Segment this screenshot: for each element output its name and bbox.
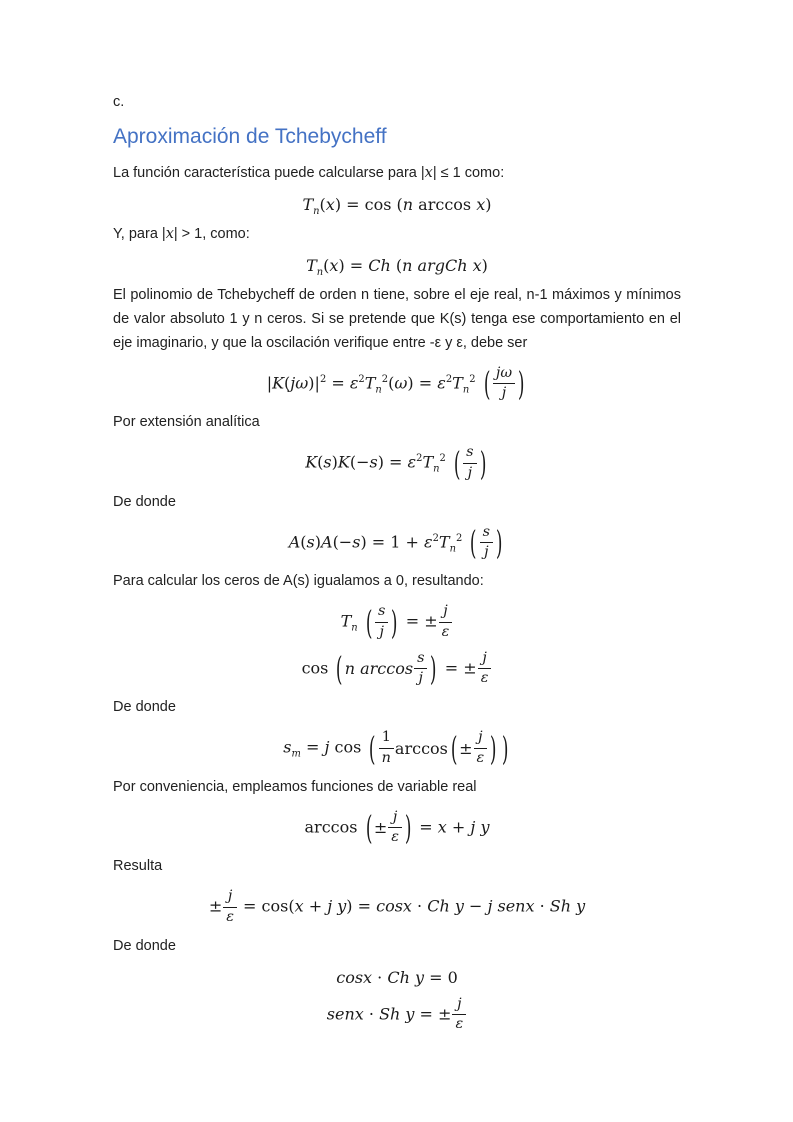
paragraph-convenience-real-variable <box>113 776 681 800</box>
fraction-numerator <box>478 650 492 669</box>
paren-group <box>364 809 414 847</box>
math-variable: T <box>364 373 376 393</box>
text-run: − <box>463 896 488 916</box>
fraction-numerator <box>493 365 515 384</box>
math-variable: s <box>283 737 292 757</box>
text-run: + <box>446 817 471 837</box>
math-variable: Sh y <box>379 1004 415 1024</box>
equation-k-jw-magnitude-squared <box>113 365 681 403</box>
subscript: n <box>351 622 358 634</box>
fraction <box>414 650 427 688</box>
paren-group <box>482 365 527 403</box>
text-run: ) <box>331 452 338 472</box>
text-run: | ≤ 1 como: <box>432 165 505 182</box>
paragraph-polynomial-properties <box>113 284 681 356</box>
fraction <box>493 365 515 403</box>
math-variable: n <box>402 195 414 215</box>
formula-content <box>305 444 489 482</box>
math-variable: j <box>324 737 330 757</box>
list-marker-c <box>113 91 681 115</box>
text-run: ± <box>459 738 473 758</box>
fraction-numerator <box>439 603 453 622</box>
math-variable: ω <box>394 373 408 393</box>
text-run: = cos( <box>237 896 295 916</box>
math-variable: s <box>306 532 315 552</box>
paragraph-for-x-greater-1 <box>113 223 681 247</box>
math-variable: s <box>466 444 474 461</box>
paren-group <box>334 650 438 688</box>
text-run: Para calcular los ceros de A(s) igualamos a 0, resultando: <box>113 573 484 590</box>
text-run: · <box>363 1004 380 1024</box>
text-run: (− <box>332 532 353 552</box>
text-run: cos <box>329 737 367 757</box>
text-run: Aproximación de Tchebycheff <box>113 124 387 148</box>
formula-content <box>283 729 511 767</box>
fraction-denominator <box>463 464 476 482</box>
equation-pm-cos-expansion <box>113 888 681 926</box>
open-paren-glyph: ( <box>483 364 491 404</box>
close-paren-glyph: ) <box>495 523 503 563</box>
math-variable: j <box>392 808 398 825</box>
fraction-denominator <box>480 543 493 561</box>
fraction-denominator <box>375 623 388 641</box>
text-run: | <box>266 373 273 393</box>
text-run: = <box>414 817 438 837</box>
close-paren-glyph: ) <box>391 602 398 642</box>
paragraph-resulta <box>113 855 681 879</box>
math-variable: n arccos <box>344 659 414 679</box>
math-variable: s <box>378 603 386 620</box>
math-variable: T <box>306 256 317 276</box>
close-paren-glyph: ) <box>501 728 508 768</box>
equation-tn-sj-pm <box>113 603 681 641</box>
subscript: n <box>462 384 470 396</box>
text-run: + <box>303 896 328 916</box>
text-run: )| <box>308 373 320 393</box>
fraction-denominator <box>439 623 453 641</box>
subscript: m <box>291 748 301 760</box>
text-run: Por conveniencia, empleamos funciones de variable real <box>113 778 477 795</box>
fraction <box>480 524 493 562</box>
math-variable: K <box>337 452 350 472</box>
fraction <box>474 729 488 767</box>
superscript: 2 <box>469 373 476 385</box>
fraction-denominator <box>414 669 427 687</box>
superscript: 2 <box>455 532 463 544</box>
open-paren-glyph: ( <box>450 728 458 768</box>
math-variable: x <box>424 165 433 182</box>
math-variable: A <box>288 532 301 552</box>
math-variable: T <box>452 373 463 393</box>
math-variable: senx <box>326 1004 364 1024</box>
close-paren-glyph: ) <box>404 808 412 848</box>
text-run: ) <box>314 532 321 552</box>
math-variable: T <box>438 532 450 552</box>
equation-ks-k-minus-s <box>113 444 681 482</box>
equation-arccos-x-jy <box>113 809 681 847</box>
paragraph-characteristic-function <box>113 162 681 186</box>
fraction <box>223 888 237 926</box>
text-run: ( <box>319 195 326 215</box>
formula-content <box>289 524 506 562</box>
fraction-denominator <box>223 908 237 926</box>
paren-content <box>374 603 389 641</box>
fraction-denominator <box>452 1015 466 1033</box>
math-variable: s <box>482 523 491 540</box>
math-variable: ε <box>424 532 433 552</box>
open-paren-glyph: ( <box>336 649 343 689</box>
text-run: ) = <box>338 256 369 276</box>
math-variable: cosx <box>336 967 373 987</box>
math-variable: Sh y <box>549 896 586 916</box>
math-variable: j y <box>470 817 490 837</box>
text-run: Por extensión analítica <box>113 414 260 431</box>
math-variable: x <box>476 195 486 215</box>
text-run: · <box>372 967 388 987</box>
math-variable: jω <box>290 373 309 393</box>
text-run: = <box>326 373 350 393</box>
text-run: El polinomio de Tchebycheff de orden n tiene, sobre el eje real, n-1 máximos y mínimos de valor absoluto 1 y n ceros. Si se pretende que K(s) tenga ese comportamiento en el eje imaginario, y que la oscilación verifique entre -ε y ε, debe ser <box>113 287 681 351</box>
fraction-denominator <box>379 749 394 767</box>
text-run: ) = <box>377 452 408 472</box>
paren-content <box>459 729 488 767</box>
math-variable: cosx <box>376 896 412 916</box>
superscript: 2 <box>319 373 327 385</box>
math-variable: Ch y <box>427 896 464 916</box>
fraction-denominator <box>478 669 492 687</box>
formula-content <box>305 809 490 847</box>
math-variable: j senx <box>487 896 535 916</box>
fraction-numerator <box>414 650 427 669</box>
math-variable: j <box>457 995 462 1012</box>
paren-group <box>452 444 488 482</box>
formula-content <box>341 603 454 641</box>
math-variable: j <box>379 623 384 640</box>
fraction-numerator <box>452 996 466 1015</box>
fraction <box>463 444 476 482</box>
text-run: arccos <box>304 817 363 837</box>
equation-tn-ch-argch <box>113 256 681 279</box>
formula-content <box>302 195 492 218</box>
document-content <box>113 91 681 1033</box>
paren-content <box>378 729 500 767</box>
paren-content <box>479 524 494 562</box>
text-run: (− <box>349 452 370 472</box>
formula-content <box>302 650 493 688</box>
math-variable: j y <box>327 896 347 916</box>
math-variable: ε <box>407 452 417 472</box>
paragraph-de-donde-1 <box>113 491 681 515</box>
text-run: ( <box>300 532 307 552</box>
section-heading-aproximacion-tchebycheff <box>113 124 681 150</box>
subscript: n <box>316 267 324 279</box>
fraction-numerator <box>375 603 388 622</box>
formula-content <box>327 996 467 1034</box>
math-variable: ε <box>349 373 359 393</box>
math-variable: jω <box>495 364 513 381</box>
math-variable: j <box>467 464 473 481</box>
paragraph-de-donde-3 <box>113 935 681 959</box>
text-run <box>446 453 451 472</box>
math-variable: j <box>478 729 483 746</box>
text-run: ) = <box>407 373 438 393</box>
superscript: 2 <box>439 453 446 465</box>
math-variable: x <box>325 195 335 215</box>
math-variable: T <box>302 195 314 215</box>
math-variable: x <box>329 256 339 276</box>
math-variable: j <box>418 670 423 687</box>
subscript: n <box>449 543 456 555</box>
superscript: 2 <box>432 532 439 544</box>
math-variable: Ch <box>368 256 391 276</box>
subscript: n <box>375 384 382 396</box>
text-run <box>462 532 467 551</box>
math-variable: s <box>323 452 332 472</box>
open-paren-glyph: ( <box>369 728 376 768</box>
paragraph-de-donde-2 <box>113 696 681 720</box>
math-variable: s <box>417 649 425 666</box>
fraction <box>439 603 453 641</box>
math-variable: s <box>352 532 361 552</box>
fraction <box>478 650 492 688</box>
fraction <box>388 809 402 847</box>
text-run: ) <box>481 256 488 276</box>
formula-content <box>336 968 458 987</box>
fraction-numerator <box>223 888 237 907</box>
equation-as-a-minus-s <box>113 524 681 562</box>
fraction-denominator <box>474 749 488 767</box>
superscript: 2 <box>381 373 389 385</box>
text-run: arccos <box>394 738 448 758</box>
math-variable: s <box>369 452 378 472</box>
math-variable: A <box>321 532 333 552</box>
equation-tn-cos-arccos <box>113 195 681 218</box>
text-run: ) <box>485 195 492 215</box>
math-variable: ε <box>476 749 485 766</box>
close-paren-glyph: ) <box>479 443 486 483</box>
equation-senx-shy-pm <box>113 996 681 1034</box>
fraction-numerator <box>480 524 493 543</box>
text-run: Y, para | <box>113 226 166 243</box>
superscript: 2 <box>445 373 453 385</box>
fraction <box>452 996 466 1034</box>
text-run: = <box>300 737 325 757</box>
fraction-numerator <box>474 729 488 748</box>
math-variable: K <box>305 452 318 472</box>
fraction-numerator <box>379 729 394 748</box>
paren-group <box>364 603 400 641</box>
equation-sm-zeros <box>113 729 681 767</box>
text-run: Resulta <box>113 858 163 875</box>
paren-content <box>374 809 403 847</box>
close-paren-glyph: ) <box>490 728 497 768</box>
math-variable: ε <box>441 623 450 640</box>
close-paren-glyph: ) <box>430 649 437 689</box>
text-run: ) = cos ( <box>334 195 403 215</box>
text-run: 1 <box>381 729 391 746</box>
math-variable: T <box>422 452 434 472</box>
math-variable: j <box>227 888 233 905</box>
math-variable: n <box>381 749 391 766</box>
text-run: = ± <box>414 1004 452 1024</box>
math-variable: x <box>165 226 174 243</box>
text-run: ( <box>323 256 330 276</box>
text-run: De donde <box>113 937 176 954</box>
formula-content <box>306 256 488 279</box>
formula-content <box>267 365 528 403</box>
math-variable: K <box>272 373 285 393</box>
paren-content <box>492 365 516 403</box>
text-run: ( <box>390 256 403 276</box>
fraction <box>379 729 394 767</box>
text-run: ( <box>388 373 395 393</box>
open-paren-glyph: ( <box>365 808 372 848</box>
close-paren-glyph: ) <box>517 364 525 404</box>
text-run: · <box>534 896 550 916</box>
text-run: ± <box>373 818 388 838</box>
text-run: ± <box>208 896 223 916</box>
math-variable: ε <box>437 373 446 393</box>
paren-group <box>367 729 509 767</box>
paragraph-analytic-extension <box>113 411 681 435</box>
text-run <box>476 373 481 392</box>
math-variable: x <box>437 817 447 837</box>
math-variable: x <box>294 896 304 916</box>
open-paren-glyph: ( <box>453 443 461 483</box>
fraction-denominator <box>388 828 402 846</box>
math-variable: n argCh x <box>402 256 482 276</box>
text-run: De donde <box>113 699 176 716</box>
text-run: ( <box>317 452 324 472</box>
text-run <box>358 612 363 631</box>
open-paren-glyph: ( <box>470 523 477 563</box>
math-variable: j <box>484 544 489 561</box>
paren-group <box>449 729 499 767</box>
fraction-numerator <box>463 444 476 463</box>
open-paren-glyph: ( <box>365 602 373 642</box>
text-run: arccos <box>413 195 477 215</box>
math-variable: ε <box>480 670 489 687</box>
text-run: De donde <box>113 493 176 510</box>
text-run: ) = 1 + <box>360 532 425 552</box>
text-run: · <box>411 896 428 916</box>
math-variable: Ch y <box>387 967 424 987</box>
text-run: ) = <box>346 896 377 916</box>
math-variable: j <box>443 603 448 620</box>
math-variable: ε <box>455 1016 464 1033</box>
paren-content <box>345 650 429 688</box>
text-run: | > 1, como: <box>173 226 250 243</box>
math-variable: ε <box>391 829 399 846</box>
math-variable: T <box>340 611 352 631</box>
equation-cos-n-arccos <box>113 650 681 688</box>
math-variable: ε <box>226 908 234 925</box>
math-variable: j <box>482 649 487 666</box>
text-run: La función característica puede calcularse para | <box>113 165 425 182</box>
superscript: 2 <box>416 453 423 465</box>
paren-group <box>468 524 504 562</box>
fraction-denominator <box>493 384 515 402</box>
text-run: = 0 <box>424 967 458 987</box>
paragraph-calculate-zeros <box>113 570 681 594</box>
fraction <box>375 603 388 641</box>
superscript: 2 <box>358 373 365 385</box>
text-run: c. <box>113 94 125 110</box>
text-run: cos <box>301 658 334 678</box>
text-run: ( <box>284 373 291 393</box>
formula-content <box>209 888 585 926</box>
math-variable: j <box>501 385 507 402</box>
text-run: = ± <box>439 658 477 678</box>
subscript: n <box>313 206 320 218</box>
text-run: = ± <box>400 611 438 631</box>
subscript: n <box>433 463 440 475</box>
equation-cosx-chy-zero <box>113 968 681 987</box>
fraction-numerator <box>388 809 402 828</box>
paren-content <box>462 444 477 482</box>
